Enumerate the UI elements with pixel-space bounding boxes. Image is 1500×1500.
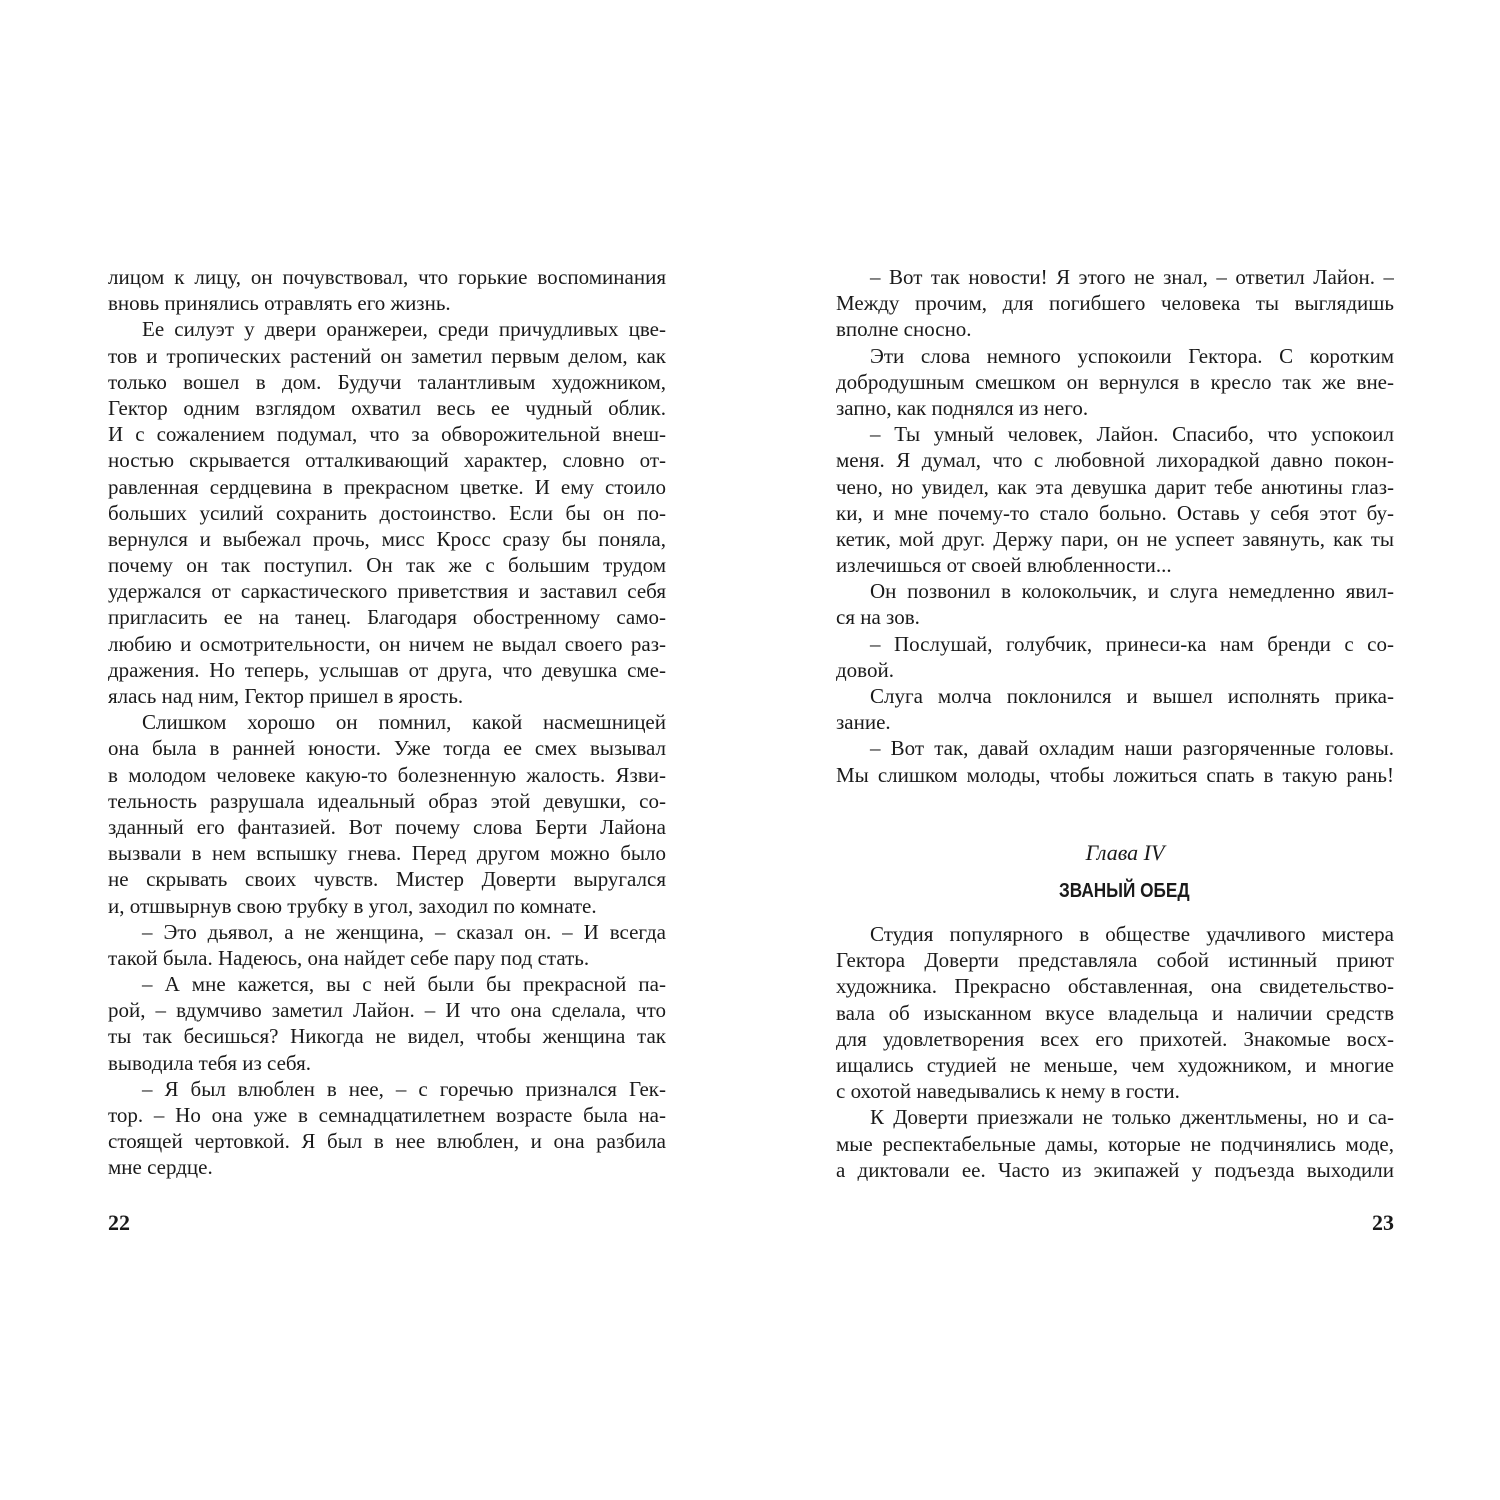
text-line: – Вот так, давай охладим наши разгоряченные головы. [870, 736, 1394, 761]
text-line: зание. [836, 710, 891, 735]
text-line: удержался от саркастического приветствия и заставил себя [108, 579, 666, 604]
text-line: довой. [836, 657, 894, 682]
text-line: ся на зов. [836, 605, 920, 630]
right-page-text-bottom [836, 921, 1394, 1183]
text-line: для удовлетворения всех его прихотей. Знакомые восх- [836, 1026, 1394, 1051]
text-line: любию и осмотрительности, он ничем не выдал своего раз- [108, 631, 666, 656]
text-line: добродушным смешком он вернулся в кресло так же вне- [836, 369, 1394, 394]
text-line: кетик, мой друг. Держу пари, он не успеет завянуть, как ты [836, 526, 1394, 551]
text-line: пригласить ее на танец. Благодаря обостренному само- [108, 605, 666, 630]
text-line: не скрывать своих чувств. Мистер Доверти выругался [108, 867, 666, 892]
text-line: только вошел в дом. Будучи талантливым художником, [108, 369, 666, 394]
text-line: – Это дьявол, а не женщина, – сказал он. – И всегда [142, 919, 666, 944]
text-line: тов и тропических растений он заметил первым делом, как [108, 343, 666, 368]
text-line: запно, как поднялся из него. [836, 395, 1089, 420]
text-line: Мы слишком молоды, чтобы ложиться спать в такую рань! [836, 762, 1394, 787]
text-line: Слуга молча поклонился и вышел исполнять прика- [870, 684, 1394, 708]
text-line: лицом к лицу, он почувствовал, что горькие воспоминания [108, 265, 666, 289]
text-line: ищались студией не меньше, чем художником, и многие [836, 1052, 1394, 1077]
text-line: Гектор одним взглядом охватил весь ее чудный облик. [108, 395, 666, 420]
text-line: почему он так поступил. Он так же с большим трудом [108, 553, 666, 578]
text-line: И с сожалением подумал, что за обворожительной внеш- [108, 422, 666, 447]
chapter-label: Глава IV [1085, 840, 1165, 865]
text-line: ялась над ним, Гектор пришел в ярость. [108, 684, 464, 708]
right-page-text-top [836, 264, 1394, 788]
text-line: и, отшвырнув свою трубку в угол, заходил по комнате. [108, 893, 597, 918]
text-line: вала об изысканном вкусе владельца и наличии средств [836, 1000, 1394, 1025]
text-line: стоящей чертовкой. Я был в нее влюблен, и она разбила [108, 1129, 666, 1154]
text-line: мые респектабельные дамы, которые не подчинялись моде, [836, 1131, 1394, 1156]
text-line: мне сердце. [108, 1155, 213, 1180]
text-line: ки, и мне почему-то стало больно. Оставь у себя этот бу- [836, 500, 1394, 525]
text-line: ностью скрывается отталкивающий характер, словно от- [108, 448, 666, 473]
text-line: – А мне кажется, вы с ней были бы прекрасной па- [142, 972, 666, 997]
text-line: К Доверти приезжали не только джентльмены, но и са- [870, 1105, 1394, 1130]
text-line: ты так бесишься? Никогда не видел, чтобы женщина так [108, 1024, 666, 1049]
text-line: вызвали в нем вспышку гнева. Перед другом можно было [108, 841, 666, 866]
text-line: в молодом человеке какую-то болезненную жалость. Язви- [108, 762, 666, 787]
text-line: а диктовали ее. Часто из экипажей у подъезда выходили [836, 1157, 1394, 1182]
text-line: Гектора Доверти представляла собой истинный приют [836, 948, 1394, 973]
text-line: выводила тебя из себя. [108, 1050, 311, 1075]
text-line: тор. – Но она уже в семнадцатилетнем возрасте была на- [108, 1103, 666, 1127]
text-line: Ее силуэт у двери оранжереи, среди причудливых цве- [142, 317, 666, 342]
text-line: Между прочим, для погибшего человека ты выглядишь [836, 291, 1394, 316]
chapter-title: ЗВАНЫЙ ОБЕД [1058, 880, 1190, 902]
text-line: Он позвонил в колокольчик, и слуга немедленно явил- [870, 579, 1394, 604]
text-line: – Я был влюблен в нее, – с горечью признался Гек- [142, 1076, 666, 1101]
text-line: она была в ранней юности. Уже тогда ее смех вызывал [108, 736, 666, 761]
text-line: художника. Прекрасно обставленная, она свидетельство- [836, 974, 1394, 999]
page-number-right: 23 [1372, 1210, 1394, 1235]
text-line: такой была. Надеюсь, она найдет себе пару под стать. [108, 945, 590, 970]
text-line: излечишься от своей влюбленности... [836, 553, 1172, 578]
text-line: вполне сносно. [836, 317, 972, 342]
text-line: вновь принялись отравлять его жизнь. [108, 291, 451, 316]
text-line: меня. Я думал, что с любовной лихорадкой давно покон- [836, 448, 1394, 473]
text-line: рой, – вдумчиво заметил Лайон. – И что она сделала, что [108, 998, 666, 1023]
text-line: дражения. Но теперь, услышав от друга, что девушка сме- [108, 657, 666, 682]
text-line: – Ты умный человек, Лайон. Спасибо, что успокоил [870, 422, 1394, 447]
text-line: Эти слова немного успокоили Гектора. С коротким [870, 343, 1394, 368]
text-line: чено, но увидел, как эта девушка дарит тебе анютины глаз- [836, 474, 1394, 499]
text-line: Слишком хорошо он помнил, какой насмешницей [142, 710, 666, 735]
text-line: зданный его фантазией. Вот почему слова Берти Лайона [108, 814, 666, 839]
left-page-text [108, 264, 666, 1181]
text-line: – Послушай, голубчик, принеси-ка нам бренди с со- [870, 631, 1394, 656]
text-line: тельность разрушала идеальный образ этой девушки, со- [108, 788, 666, 813]
text-line: вернулся и выбежал прочь, мисс Кросс сразу бы поняла, [108, 526, 666, 551]
page-number-left: 22 [108, 1210, 130, 1235]
text-line: больших усилий сохранить достоинство. Если бы он по- [108, 500, 666, 525]
text-line: с охотой наведывались к нему в гости. [836, 1079, 1180, 1104]
text-line: – Вот так новости! Я этого не знал, – ответил Лайон. – [870, 265, 1394, 289]
text-line: Студия популярного в обществе удачливого мистера [870, 922, 1394, 946]
text-line: равленная сердцевина в прекрасном цветке. И ему стоило [108, 474, 666, 499]
